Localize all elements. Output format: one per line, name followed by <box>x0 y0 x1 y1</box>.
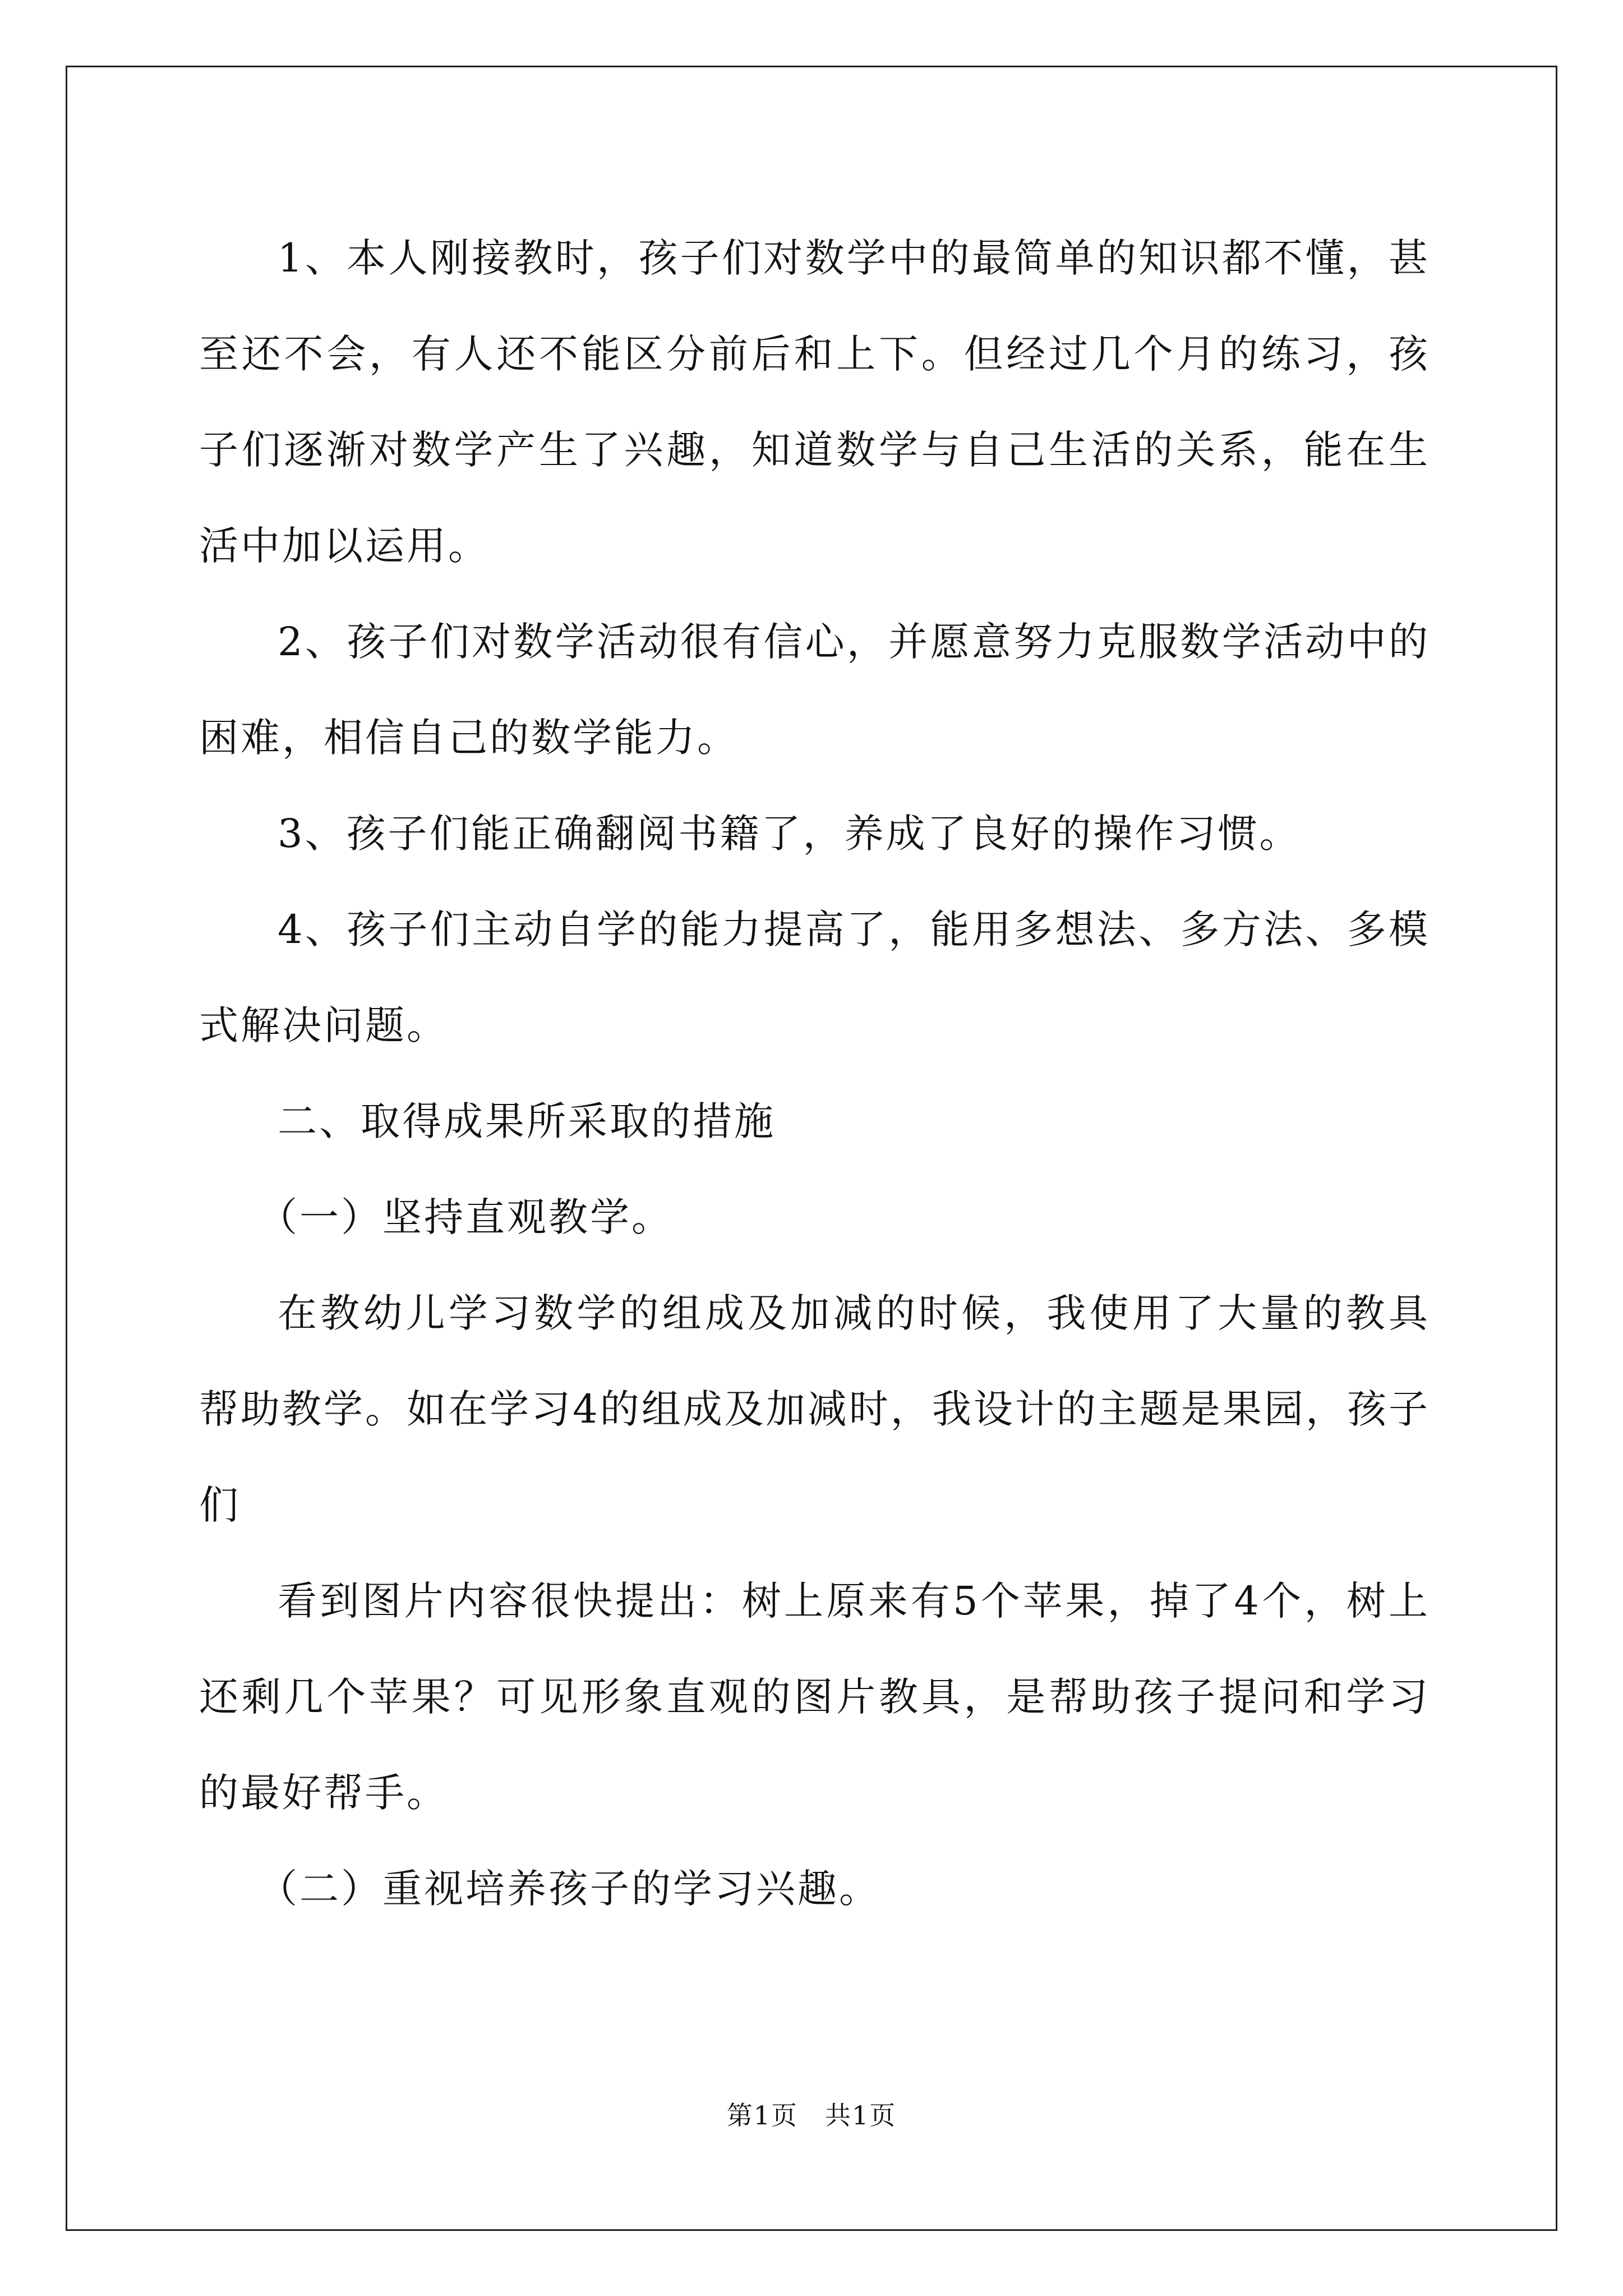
paragraph-5: 在教幼儿学习数学的组成及加减的时候，我使用了大量的教具帮助教学。如在学习4的组成及加减时，我设计的主题是果园，孩子们 <box>199 1290 1430 1528</box>
document-body <box>199 210 1430 1937</box>
subheading-2: （二）重视培养孩子的学习兴趣。 <box>258 1866 880 1912</box>
paragraph-2: 2、孩子们对数学活动很有信心，并愿意努力克服数学活动中的困难，相信自己的数学能力。 <box>199 619 1430 761</box>
section-heading-2: 二、取得成果所采取的措施 <box>278 1098 776 1144</box>
paragraph-3: 3、孩子们能正确翻阅书籍了，养成了良好的操作习惯。 <box>278 811 1301 857</box>
paragraph-4: 4、孩子们主动自学的能力提高了，能用多想法、多方法、多模式解决问题。 <box>199 907 1430 1048</box>
subheading-1: （一）坚持直观教学。 <box>258 1194 673 1240</box>
page-number: 第1页 共1页 <box>726 2100 897 2131</box>
page-footer <box>0 2095 1623 2132</box>
paragraph-1: 1、本人刚接教时，孩子们对数学中的最简单的知识都不懂，甚至还不会，有人还不能区分前后和上下。但经过几个月的练习，孩子们逐渐对数学产生了兴趣，知道数学与自己生活的关系，能在生活中加以运用。 <box>199 235 1430 569</box>
paragraph-6: 看到图片内容很快提出：树上原来有5个苹果，掉了4个，树上还剩几个苹果？可见形象直观的图片教具，是帮助孩子提问和学习的最好帮手。 <box>199 1578 1430 1816</box>
